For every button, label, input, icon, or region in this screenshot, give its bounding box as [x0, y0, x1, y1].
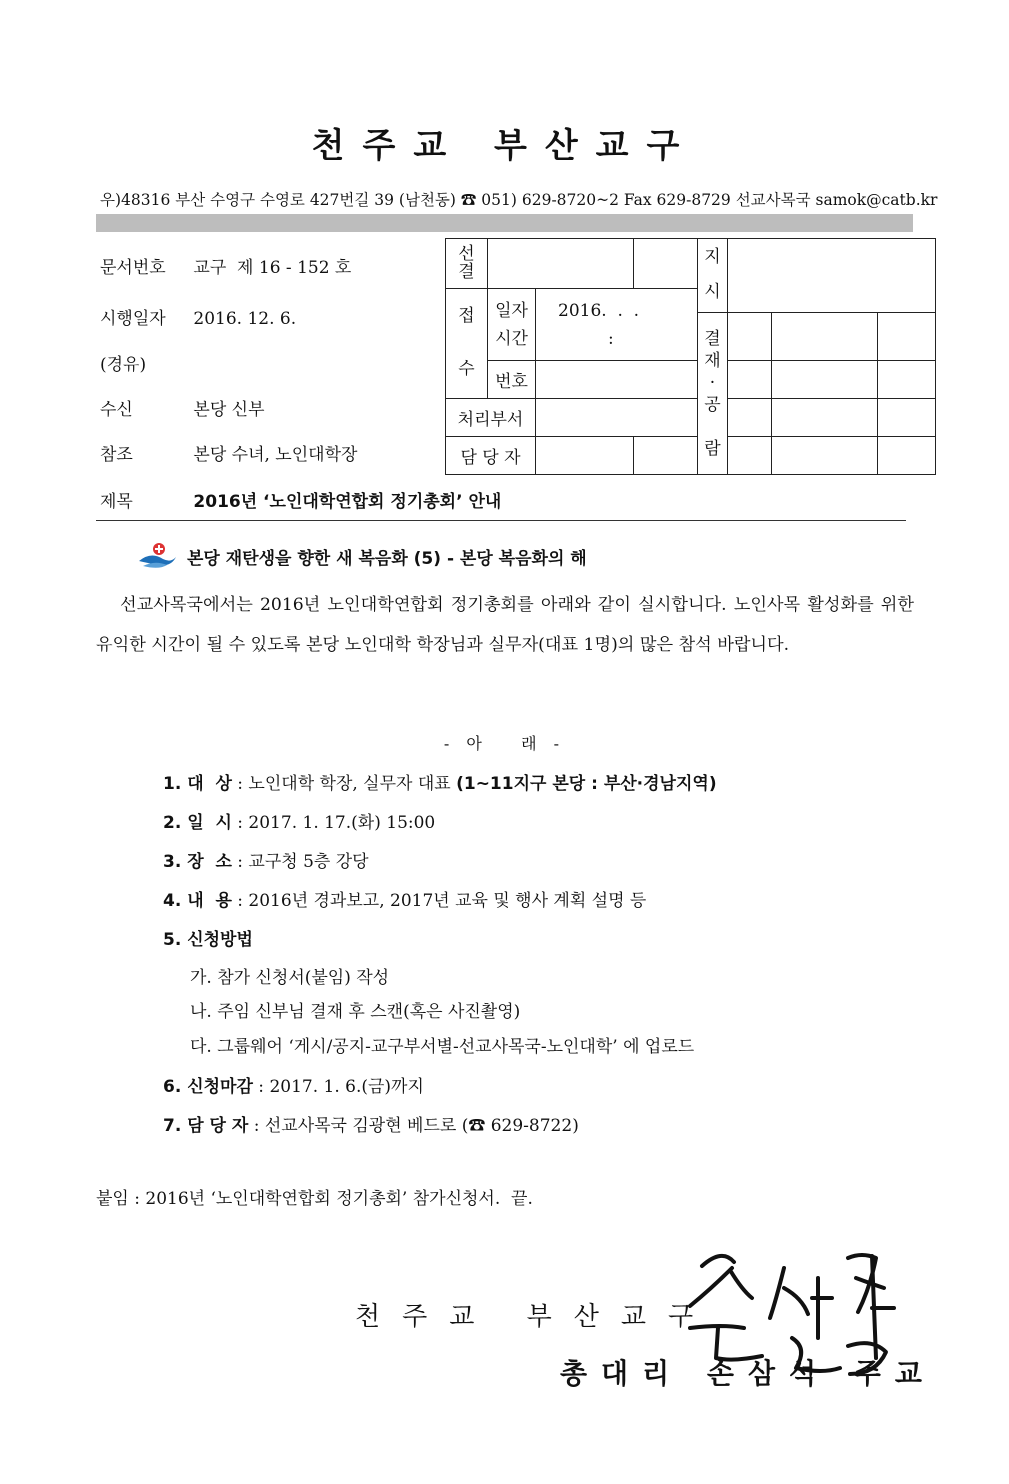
approval-box-1b: [772, 313, 878, 361]
sub-item: 다. 그룹웨어 ‘게시/공지-교구부서별-선교사목국-노인대학’ 에 업로드: [190, 1037, 695, 1057]
number-label-cell: 번호: [488, 361, 536, 399]
jisi-cell: [698, 239, 728, 313]
recipient-label: 수신: [100, 400, 133, 420]
subject-divider: [96, 520, 906, 521]
item-label: 2. 일 시: [163, 813, 232, 833]
signature-org: 천주교 부산교구: [355, 1302, 716, 1332]
item-label: 1. 대 상: [163, 774, 232, 794]
jeopsu-cell: [446, 289, 488, 399]
subject-value: 2016년 ‘노인대학연합회 정기총회’ 안내: [193, 492, 502, 512]
recipient-value: 본당 신부: [193, 400, 265, 420]
gyeoljae-4: 람: [704, 438, 721, 459]
jisi-top: 지: [704, 246, 721, 267]
time-fill: :: [608, 328, 614, 349]
letterhead-address: 우)48316 부산 수영구 수영로 427번길 39 (남천동) ☎ 051) 629-8720~2 Fax 629-8729 선교사목국 samok@catb.kr: [100, 191, 938, 209]
issue-date-value: 2016. 12. 6.: [193, 309, 297, 329]
approval-box-2b: [772, 361, 878, 399]
dept-label-cell: 처리부서: [446, 399, 536, 437]
approval-box-3a: [728, 399, 772, 437]
item-text: : 2016년 경과보고, 2017년 교육 및 행사 계획 설명 등: [231, 891, 647, 911]
gyeoljae-dot: ·: [709, 372, 716, 393]
gyeoljae-2: 재: [704, 350, 721, 371]
slogan-text: 본당 재탄생을 향한 새 복음화 (5) - 본당 복음화의 해: [187, 548, 587, 569]
number-fill-cell: [536, 361, 698, 399]
gyeoljae-3: 공: [704, 394, 721, 415]
item-label: 6. 신청마감: [163, 1077, 253, 1097]
time-label: 시간: [495, 328, 528, 349]
doc-number-label: 문서번호: [100, 258, 166, 278]
subject-label: 제목: [100, 492, 133, 512]
recipient-row: [100, 395, 265, 420]
signature-name: 총대리 손삼석 주교: [560, 1357, 936, 1390]
item-text: : 2017. 1. 17.(화) 15:00: [231, 813, 436, 833]
jisi-bottom: 시: [704, 282, 721, 303]
item-text: : 2017. 1. 6.(금)까지: [252, 1077, 424, 1097]
item-label: 4. 내 용: [163, 891, 232, 911]
attachment-note: 붙임 : 2016년 ‘노인대학연합회 정기총회’ 참가신청서. 끝.: [96, 1189, 533, 1209]
manager-label-cell: 담 당 자: [446, 437, 536, 475]
item-datetime: [163, 808, 435, 833]
approval-box-4b: [772, 437, 878, 475]
via-label: (경유): [100, 355, 147, 375]
subject-row: [100, 487, 501, 512]
approval-box-1c: [878, 313, 936, 361]
cc-value: 본당 수녀, 노인대학장: [193, 445, 358, 465]
seongyeol-top: 선: [458, 243, 475, 264]
issue-date-label: 시행일자: [100, 309, 166, 329]
approval-box-2c: [878, 361, 936, 399]
diocese-logo-icon: [137, 541, 177, 571]
sub-item: 나. 주임 신부님 결재 후 스캔(혹은 사진촬영): [190, 1002, 521, 1022]
approval-box-4a: [728, 437, 772, 475]
seongyeol-box-1: [488, 239, 634, 289]
item-text: : 노인대학 학장, 실무자 대표: [231, 774, 457, 794]
approval-box-4c: [878, 437, 936, 475]
seongyeol-cell: [446, 239, 488, 289]
item-deadline: [163, 1072, 424, 1097]
approval-box-3c: [878, 399, 936, 437]
approval-table: [445, 238, 936, 475]
gyeoljae-cell: [698, 313, 728, 475]
doc-number-row: [100, 253, 351, 278]
issue-date-row: [100, 304, 296, 329]
manager-fill-1: [536, 437, 634, 475]
date-fill: 2016. . .: [558, 300, 640, 321]
item-apply-method: [163, 925, 253, 950]
letterhead-title: 천주교 부산교구: [311, 126, 698, 166]
body-paragraph: 선교사목국에서는 2016년 노인대학연합회 정기총회를 아래와 같이 실시합니다. 노인사목 활성화를 위한 유익한 시간이 될 수 있도록 본당 노인대학 학장님과 실무자(대표 1명)의 많은 참석 바랍니다.: [96, 595, 914, 655]
jisi-box: [728, 239, 936, 313]
item-contact: [163, 1111, 579, 1136]
dept-fill-cell: [536, 399, 698, 437]
date-time-fill-cell: [536, 289, 698, 361]
cc-label: 참조: [100, 445, 133, 465]
item-text: : 교구청 5층 강당: [231, 852, 369, 872]
jeopsu-top: 접: [458, 305, 475, 326]
doc-number-value: 교구 제 16 - 152 호: [193, 258, 352, 278]
item-label: 7. 담 당 자: [163, 1116, 249, 1136]
details-separator: - 아 래 -: [443, 734, 566, 753]
approval-box-3b: [772, 399, 878, 437]
manager-fill-2: [634, 437, 698, 475]
item-content: [163, 886, 646, 911]
cc-row: [100, 440, 357, 465]
item-label: 3. 장 소: [163, 852, 232, 872]
item-place: [163, 847, 369, 872]
item-label: 5. 신청방법: [163, 930, 253, 950]
item-target: [163, 769, 717, 794]
approval-box-2a: [728, 361, 772, 399]
seongyeol-bottom: 결: [458, 261, 475, 282]
sub-item: 가. 참가 신청서(붙임) 작성: [190, 968, 390, 988]
gyeoljae-1: 결: [704, 328, 721, 349]
slogan-row: [137, 541, 587, 571]
handwritten-signature-icon: [672, 1228, 902, 1398]
item-bold-tail: (1~11지구 본당 : 부산·경남지역): [456, 774, 717, 794]
jeopsu-bottom: 수: [458, 359, 475, 380]
seongyeol-box-2: [634, 239, 698, 289]
item-text: : 선교사목국 김광현 베드로 (☎ 629-8722): [248, 1116, 579, 1136]
date-label: 일자: [495, 300, 528, 321]
header-divider-bar: [96, 214, 913, 232]
date-time-label-cell: [488, 289, 536, 361]
approval-box-1a: [728, 313, 772, 361]
